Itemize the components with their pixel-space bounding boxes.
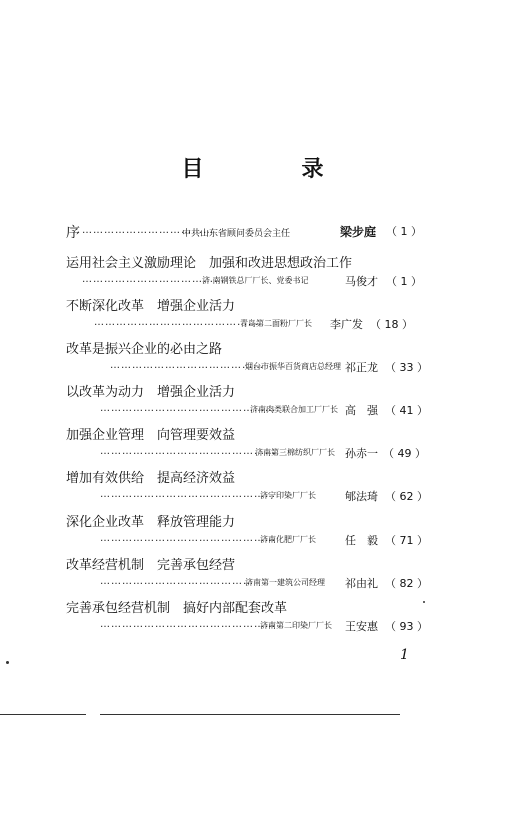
toc-leader-dots: …………………………………… [110, 360, 264, 371]
entry-title: 以改革为动力 增强企业活力 [66, 385, 236, 400]
toc-leader-dots: ………………………………………… [100, 533, 276, 544]
bottom-rule [0, 714, 86, 715]
entry-title: 改革是振兴企业的必由之路 [66, 342, 223, 357]
toc-leader-dots: ……………………………………… [94, 317, 259, 328]
entry-title: 完善承包经营机制 搞好内部配套改革 [66, 601, 288, 616]
entry-page: （ 71 ） [385, 534, 428, 547]
entry-author: 任 毅 [345, 534, 378, 547]
entry-author: 祁正龙 [345, 361, 378, 374]
entry-page: （ 33 ） [385, 361, 428, 374]
entry-author: 李广发 [330, 318, 363, 331]
bottom-rule [100, 714, 400, 715]
entry-author: 郇法琦 [345, 490, 378, 503]
scan-speck [6, 661, 9, 664]
entry-affiliation: 济 南钢铁总厂厂长、党委书记 [202, 276, 309, 285]
toc-leader-dots: ………………………………………… [100, 619, 276, 630]
entry-affiliation: 青岛第二面粉厂厂长 [240, 319, 312, 328]
preface-page: （ 1 ） [386, 225, 422, 238]
entry-affiliation: 济南第二印染厂厂长 [260, 621, 332, 630]
preface-author: 梁步庭 [340, 225, 377, 239]
entry-author: 孙赤一 [345, 447, 378, 460]
toc-leader-dots: ………………………………… [82, 274, 225, 285]
entry-author: 祁由礼 [345, 577, 378, 590]
entry-affiliation: 济南化肥厂厂长 [260, 535, 316, 544]
entry-author: 王安惠 [345, 620, 378, 633]
entry-title: 运用社会主义激励理论 加强和改进思想政治工作 [66, 256, 353, 271]
entry-affiliation: 烟台市振华百货商店总经理 [245, 362, 341, 371]
entry-page: （ 18 ） [370, 318, 413, 331]
preface-affiliation: 中共山东省顾问委员会主任 [182, 229, 291, 239]
entry-author: 马俊才 [345, 275, 378, 288]
entry-title: 不断深化改革 增强企业活力 [66, 299, 236, 314]
toc-leader-dots: ………………………………………… [100, 489, 276, 500]
entry-page: （ 49 ） [383, 447, 426, 460]
page-folio: 1 [400, 647, 409, 663]
entry-title: 加强企业管理 向管理要效益 [66, 428, 236, 443]
entry-author: 高 强 [345, 404, 378, 417]
scan-speck [423, 601, 425, 603]
toc-leader-dots: ……………………………… [82, 225, 214, 236]
page-title: 目 录 [181, 157, 362, 182]
entry-page: （ 82 ） [385, 577, 428, 590]
entry-page: （ 41 ） [385, 404, 428, 417]
toc-leader-dots: …………………………………… [100, 576, 254, 587]
entry-title: 增加有效供给 提高经济效益 [66, 471, 236, 486]
entry-title: 改革经营机制 完善承包经营 [66, 558, 236, 573]
preface-label: 序 [66, 225, 80, 241]
entry-affiliation: 济南第三棉纺织厂厂长 [255, 448, 335, 457]
entry-affiliation: 济南第一建筑公司经理 [245, 578, 325, 587]
entry-title: 深化企业改革 释放管理能力 [66, 515, 236, 530]
entry-page: （ 62 ） [385, 490, 428, 503]
entry-page: （ 1 ） [386, 275, 422, 288]
entry-page: （ 93 ） [385, 620, 428, 633]
toc-leader-dots: ………………………………………… [100, 446, 276, 457]
toc-leader-dots: ………………………………………… [100, 403, 276, 414]
entry-affiliation: 济南肉类联合加工厂厂长 [250, 405, 338, 414]
entry-affiliation: 济宁印染厂厂长 [260, 491, 316, 500]
